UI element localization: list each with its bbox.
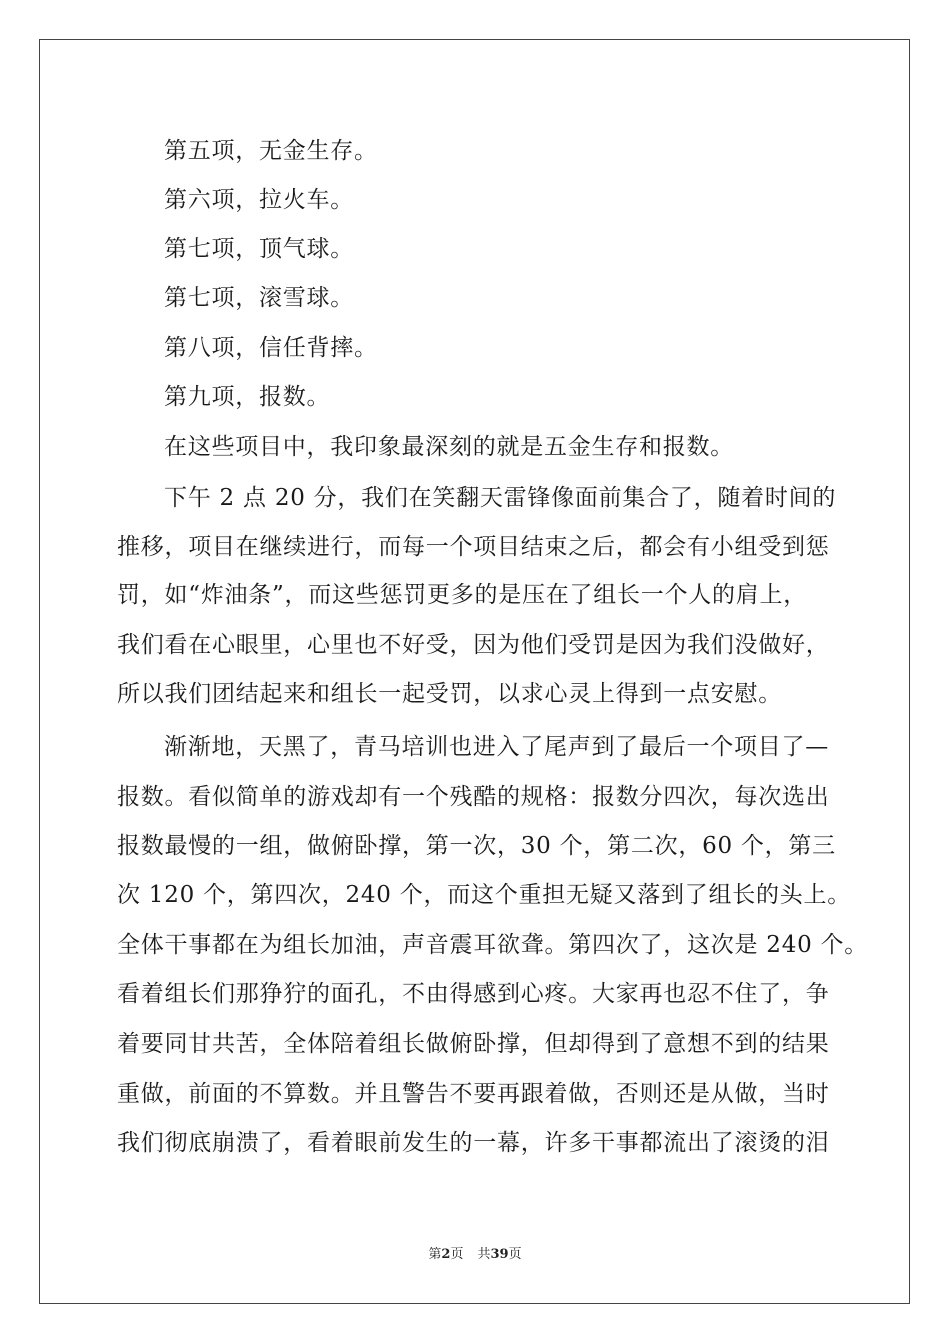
text-line: 第八项，信任背摔。: [164, 335, 378, 361]
text-line: 着要同甘共苦，全体陪着组长做俯卧撑，但却得到了意想不到的结果: [117, 1031, 830, 1057]
text-line: 推移，项目在继续进行，而每一个项目结束之后，都会有小组受到惩: [117, 534, 830, 560]
text-line: 第七项，顶气球。: [164, 236, 354, 262]
page-number: 2: [441, 1247, 451, 1262]
text-line: 看着组长们那狰狞的面孔，不由得感到心疼。大家再也忍不住了，争: [117, 981, 830, 1007]
text-line: 第七项，滚雪球。: [164, 285, 354, 311]
text-line: 重做，前面的不算数。并且警告不要再跟着做，否则还是从做，当时: [117, 1081, 830, 1107]
text-line: 所以我们团结起来和组长一起受罚，以求心灵上得到一点安慰。: [117, 681, 782, 707]
text-line: 我们彻底崩溃了，看着眼前发生的一幕，许多干事都流出了滚烫的泪: [117, 1130, 830, 1156]
page-suffix: 页: [450, 1247, 464, 1262]
page-footer: [0, 1247, 950, 1263]
text-line: 报数。看似简单的游戏却有一个残酷的规格：报数分四次，每次选出: [117, 784, 830, 810]
text-line: 全体干事都在为组长加油，声音震耳欲聋。第四次了，这次是 240 个。: [117, 932, 869, 958]
text-line: 第六项，拉火车。: [164, 187, 354, 213]
text-line: 罚，如“炸油条”，而这些惩罚更多的是压在了组长一个人的肩上，: [117, 582, 808, 608]
text-line: 下午 2 点 20 分，我们在笑翻天雷锋像面前集合了，随着时间的: [164, 485, 837, 511]
total-suffix: 页: [508, 1247, 522, 1262]
text-line: 我们看在心眼里，心里也不好受，因为他们受罚是因为我们没做好，: [117, 632, 830, 658]
text-line: 第五项，无金生存。: [164, 138, 378, 164]
text-line: 报数最慢的一组，做俯卧撑，第一次，30 个，第二次，60 个，第三: [117, 833, 836, 859]
text-line: 次 120 个，第四次，240 个，而这个重担无疑又落到了组长的头上。: [117, 882, 851, 908]
page-border: [39, 39, 910, 1304]
text-line: 在这些项目中，我印象最深刻的就是五金生存和报数。: [164, 434, 734, 460]
total-pages: 39: [490, 1247, 509, 1262]
text-line: 渐渐地，天黑了，青马培训也进入了尾声到了最后一个项目了—: [164, 734, 829, 760]
total-prefix: 共: [477, 1247, 491, 1262]
text-line: 第九项，报数。: [164, 384, 331, 410]
page-prefix: 第: [428, 1247, 442, 1262]
